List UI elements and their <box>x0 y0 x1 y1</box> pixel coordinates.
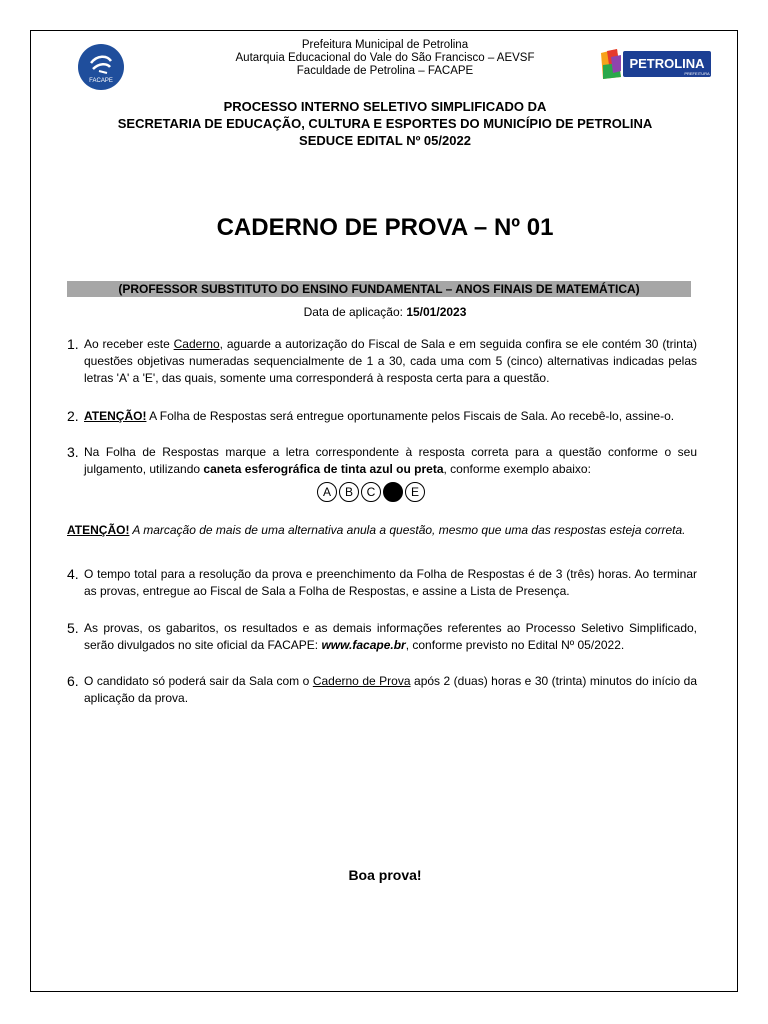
answer-bubble-b: B <box>339 482 359 502</box>
pen-requirement: caneta esferográfica de tinta azul ou preta <box>203 462 444 476</box>
role-banner: (PROFESSOR SUBSTITUTO DO ENSINO FUNDAMENTAL – ANOS FINAIS DE MATEMÁTICA) <box>67 281 691 297</box>
svg-text:PETROLINA: PETROLINA <box>629 56 705 71</box>
page-title: CADERNO DE PROVA – Nº 01 <box>216 214 554 241</box>
application-date <box>31 305 739 319</box>
institution-header <box>31 39 739 78</box>
instruction-text: , conforme previsto no Edital Nº 05/2022. <box>405 638 625 652</box>
instruction-text: O tempo total para a resolução da prova e preenchimento da Folha de Respostas é de 3 (três) horas. Ao terminar as provas, entregue ao Fiscal de Sala a Folha de Respostas, e assine a Lista de Presença. <box>84 567 697 598</box>
warning-text: A marcação de mais de uma alternativa anula a questão, mesmo que uma das respostas esteja correta. <box>129 523 686 537</box>
instruction-text: Ao receber este <box>84 337 174 351</box>
instruction-number: 1. <box>67 336 79 352</box>
instruction-text: A Folha de Respostas será entregue oportunamente pelos Fiscais de Sala. Ao recebê-lo, assine-o. <box>146 409 675 423</box>
instruction-text: As provas, os gabaritos, os resultados e as demais informações referentes ao Processo Seletivo Simplificado, serão divulgados no site oficial da FACAPE: <box>84 621 697 652</box>
attention-label: ATENÇÃO! <box>67 523 130 537</box>
date-value: 15/01/2023 <box>406 305 467 319</box>
instruction-2 <box>67 408 697 425</box>
instruction-1 <box>67 336 697 387</box>
exam-cover-page <box>30 30 738 992</box>
instruction-text: Na Folha de Respostas marque a letra correspondente à resposta correta para a questão conforme o seu julgamento, utilizando <box>84 445 697 476</box>
svg-text:FACAPE: FACAPE <box>89 78 113 84</box>
institution-line: Autarquia Educacional do Vale do São Francisco – AEVSF <box>235 52 535 64</box>
process-line: SECRETARIA DE EDUCAÇÃO, CULTURA E ESPORTES DO MUNICÍPIO DE PETROLINA <box>117 116 653 131</box>
instruction-number: 3. <box>67 444 79 460</box>
caderno-term: Caderno <box>173 337 220 351</box>
instruction-3 <box>67 444 697 478</box>
answer-bubble-c: C <box>361 482 381 502</box>
instruction-number: 4. <box>67 566 79 582</box>
instruction-number: 6. <box>67 673 79 689</box>
attention-label: ATENÇÃO! <box>84 409 147 423</box>
facape-site-link[interactable]: www.facape.br <box>321 638 406 652</box>
answer-example <box>317 482 425 506</box>
instruction-6 <box>67 673 697 707</box>
answer-bubble-e: E <box>405 482 425 502</box>
answer-bubble-d-filled: D <box>383 482 403 502</box>
instruction-number: 5. <box>67 620 79 636</box>
instruction-text: O candidato só poderá sair da Sala com o <box>84 674 313 688</box>
process-title <box>31 98 739 149</box>
institution-line: Faculdade de Petrolina – FACAPE <box>296 65 474 77</box>
instruction-text: , conforme exemplo abaixo: <box>443 462 591 476</box>
date-label: Data de aplicação: <box>303 305 407 319</box>
attention-warning <box>67 521 697 539</box>
instruction-5 <box>67 620 697 654</box>
process-line: SEDUCE EDITAL Nº 05/2022 <box>299 133 471 148</box>
instruction-number: 2. <box>67 408 79 424</box>
process-line: PROCESSO INTERNO SELETIVO SIMPLIFICADO DA <box>223 99 547 114</box>
institution-line: Prefeitura Municipal de Petrolina <box>301 39 469 51</box>
instruction-4 <box>67 566 697 600</box>
svg-text:PREFEITURA: PREFEITURA <box>684 71 710 76</box>
instruction-text: após 2 (duas) horas e 30 (trinta) minutos do início da aplicação da prova. <box>84 674 697 705</box>
answer-bubble-a: A <box>317 482 337 502</box>
closing-message: Boa prova! <box>348 867 422 883</box>
caderno-de-prova-term: Caderno de Prova <box>312 674 411 688</box>
instruction-text: , aguarde a autorização do Fiscal de Sala e em seguida confira se ele contém 30 (trinta) questões objetivas numeradas sequencialmente de 1 a 30, cada uma com 5 (cinco) alternativas indicadas pelas letras 'A' a 'E', das quais, somente uma corresponderá à resposta certa para a questão. <box>84 337 697 385</box>
